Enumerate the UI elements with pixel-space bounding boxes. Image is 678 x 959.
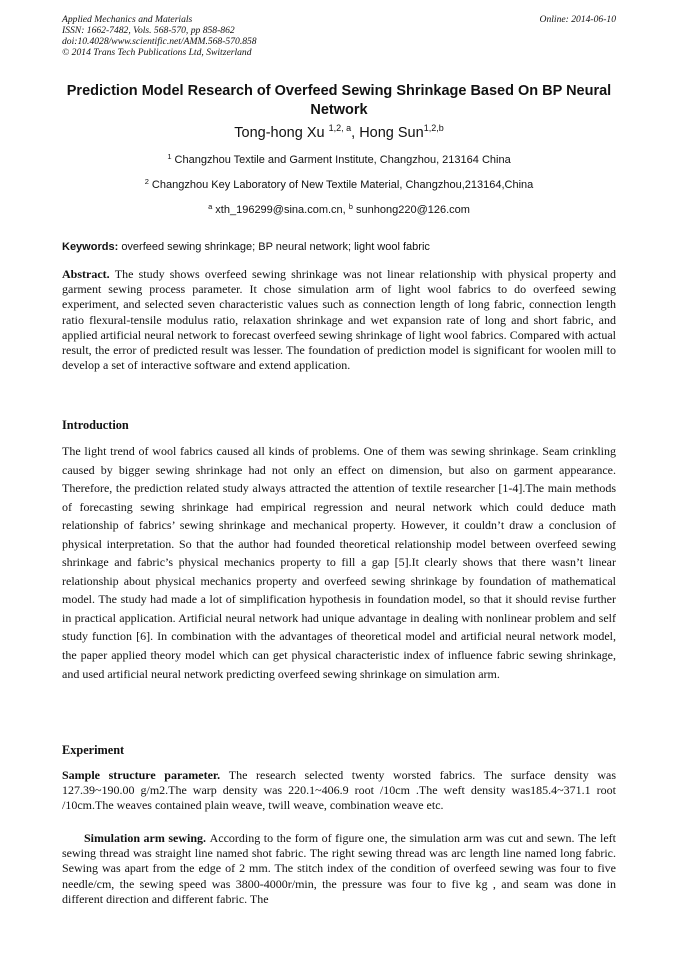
- affiliation-marker: 1: [167, 152, 172, 161]
- affiliation-1: [40, 153, 638, 167]
- author-line: [40, 124, 638, 142]
- affiliation-2: [40, 178, 638, 192]
- keywords-label: Keywords:: [62, 241, 119, 253]
- abstract-text: The study shows overfeed sewing shrinkage was not linear relationship with physical property and garment sewing process parameter. It chose simulation arm of light wool fabrics to do overfeed sewing experiment, and selected seven characteristic values such as connection length of long fabric, connection length ratio flexural-tensile modulus ratio, relaxation shrinkage and wet expansion rate of long and short fabric, and applied artificial neural network to forecast overfeed sewing shrinkage of light wool fabrics. Compared with actual result, the error of predicted result was lesser. The foundation of prediction model is significant for woolen mill to develop a set of interactive software and extend application.: [62, 267, 617, 373]
- section-heading-experiment: Experiment: [62, 743, 125, 757]
- paragraph-text: According to the form of figure one, the simulation arm was cut and sewn. The left sewing thread was straight line named shot fabric. The right sewing thread was arc length line named long fabric. Sewing was apart from the edge of 2 mm. The stitch index of the condition of overfeed sewing was four to five needle/cm, the sewing speed was 3800-4000r/min, the pressure was four to five kg , and seam was done in different direction and different fabric. The: [62, 831, 617, 906]
- journal-name: Applied Mechanics and Materials: [62, 14, 193, 25]
- journal-header: [62, 14, 616, 58]
- paper-title: Prediction Model Research of Overfeed Sewing Shrinkage Based On BP Neural Network: [66, 83, 612, 118]
- doi-line: doi:10.4028/www.scientific.net/AMM.568-570.858: [62, 36, 257, 47]
- email-marker: b: [348, 202, 353, 211]
- author-name: Tong-hong Xu: [234, 125, 325, 141]
- introduction-paragraph: The light trend of wool fabrics caused all kinds of problems. One of them was sewing shrinkage. Seam crinkling caused by bigger sewing shrinkage had not only an effect on dimension, but also on garment appearance. Therefore, the prediction related study always attracted the attention of textile researcher [1-4].The main methods of forecasting sewing shrinkage had empirical regression and neural network which could deduce math relationship of fabrics’ sewing shrinkage and mechanical property. However, it couldn’t draw a conclusion of physical interpretation. So that the author had founded theoretical relationship model between overfeed sewing shrinkage and fabric’s physical mechanics property to fill a gap [5].It clearly shows that there wasn’t linear relationship about physical mechanics property and overfeed sewing shrinkage by foundation of mathematical model. The study had made a lot of simplification hypothesis in foundation model, so that it should revise further in practical application. Artificial neural network had unique advantage in dealing with nonlinear problem and self study function [6]. In combination with the advantages of theoretical model and artificial neural network model, the paper applied theory model which can get physical characteristic index of influence fabric sewing shrinkage, and used artificial neural network predicting overfeed sewing shrinkage on simulation arm.: [62, 444, 616, 681]
- paragraph-text: The research selected twenty worsted fabrics. The surface density was 127.39~190.00 g/m2.The warp density was 220.1~406.9 root /10cm .The weft density was185.4~371.1 root /10cm.The weaves contained plain weave, twill weave, combination weave etc.: [62, 768, 616, 813]
- author-separator: ,: [351, 125, 360, 141]
- keywords-text: overfeed sewing shrinkage; BP neural network; light wool fabric: [121, 241, 430, 253]
- email-link[interactable]: xth_196299@sina.com.cn,: [215, 204, 346, 216]
- email-marker: a: [208, 202, 213, 211]
- affiliation-text: Changzhou Textile and Garment Institute, Changzhou, 213164 China: [174, 154, 511, 166]
- section-heading-introduction: Introduction: [62, 418, 129, 432]
- email-line: [40, 203, 638, 217]
- simulation-arm-paragraph: [62, 831, 616, 907]
- abstract-label: Abstract.: [62, 267, 110, 281]
- sample-structure-paragraph: [62, 768, 616, 814]
- online-date: Online: 2014-06-10: [539, 14, 616, 25]
- affiliation-text: Changzhou Key Laboratory of New Textile Material, Changzhou,213164,China: [151, 179, 534, 191]
- keywords: [62, 240, 616, 254]
- author-superscript: 1,2,b: [423, 123, 444, 133]
- run-in-heading: Sample structure parameter.: [62, 768, 221, 782]
- author-name: Hong Sun: [359, 125, 424, 141]
- author-superscript: 1,2, a: [328, 123, 352, 133]
- affiliation-marker: 2: [144, 177, 149, 186]
- copyright-line: © 2014 Trans Tech Publications Ltd, Switzerland: [62, 47, 252, 58]
- issn-line: ISSN: 1662-7482, Vols. 568-570, pp 858-862: [62, 25, 235, 36]
- run-in-heading: Simulation arm sewing.: [84, 831, 207, 845]
- abstract: [62, 267, 616, 373]
- email-link[interactable]: sunhong220@126.com: [356, 204, 470, 216]
